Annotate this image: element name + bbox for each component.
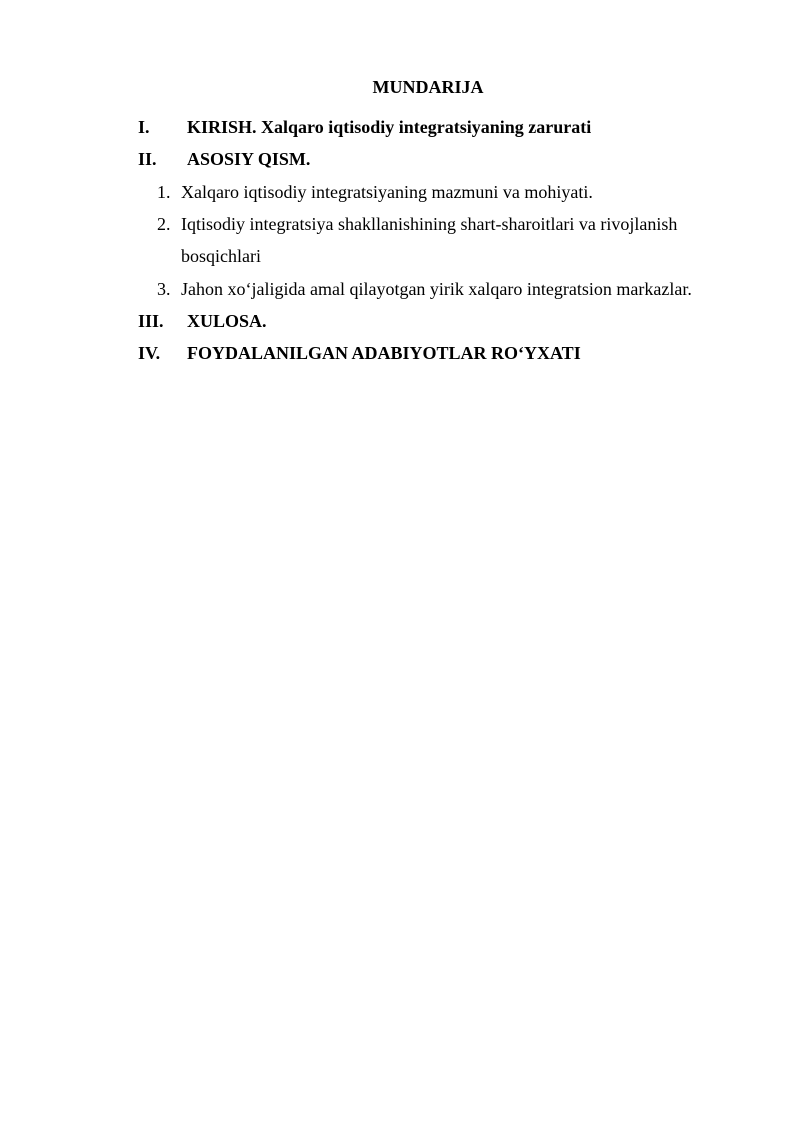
section-label: ASOSIY QISM. bbox=[187, 149, 311, 169]
item-label: Xalqaro iqtisodiy integratsiyaning mazmuni va mohiyati. bbox=[181, 182, 593, 202]
toc-item-2-continuation: bosqichlari bbox=[181, 246, 261, 266]
item-label: Jahon xo‘jaligida amal qilayotgan yirik xalqaro integratsion markazlar. bbox=[181, 279, 692, 299]
section-number: II. bbox=[138, 149, 157, 169]
item-number: 3. bbox=[157, 279, 171, 299]
section-label: KIRISH. Xalqaro iqtisodiy integratsiyaning zarurati bbox=[187, 117, 592, 137]
section-number: IV. bbox=[138, 343, 161, 363]
item-number: 1. bbox=[157, 182, 171, 202]
item-number: 2. bbox=[157, 214, 171, 234]
section-number: I. bbox=[138, 117, 150, 137]
page-title: MUNDARIJA bbox=[372, 77, 484, 97]
section-number: III. bbox=[138, 311, 164, 331]
section-label: FOYDALANILGAN ADABIYOTLAR RO‘YXATI bbox=[187, 343, 581, 363]
item-label: Iqtisodiy integratsiya shakllanishining shart-sharoitlari va rivojlanish bbox=[181, 214, 678, 234]
section-label: XULOSA. bbox=[187, 311, 267, 331]
